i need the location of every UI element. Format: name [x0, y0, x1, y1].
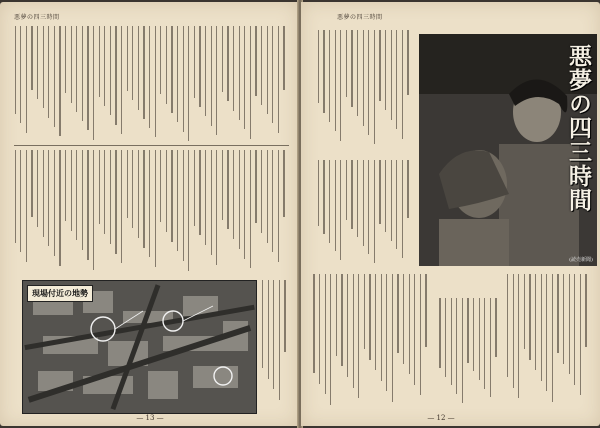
text-line — [250, 26, 251, 139]
text-line — [188, 150, 189, 271]
text-line — [524, 274, 525, 349]
text-line — [93, 150, 94, 270]
text-line — [76, 26, 77, 112]
text-line — [59, 150, 60, 266]
text-line — [451, 298, 452, 385]
text-line — [255, 150, 256, 223]
text-line — [323, 160, 324, 234]
text-line — [99, 26, 100, 97]
text-line — [261, 26, 262, 105]
page-number-left: — 13 — — [136, 414, 164, 422]
text-line — [456, 298, 457, 394]
text-line — [31, 26, 32, 90]
photo-credit: (読売新聞) — [569, 257, 593, 263]
running-head-left: 悪夢の四三時間 — [14, 14, 60, 21]
text-line — [374, 30, 375, 144]
text-line — [385, 160, 386, 232]
text-line — [346, 30, 347, 97]
text-line — [87, 150, 88, 260]
text-line — [43, 150, 44, 237]
text-line — [48, 26, 49, 118]
column-divider — [14, 145, 289, 146]
text-line — [490, 298, 491, 397]
text-line — [392, 274, 393, 402]
text-line — [574, 274, 575, 385]
text-line — [250, 150, 251, 268]
text-line — [121, 26, 122, 134]
text-line — [319, 274, 320, 384]
text-line — [467, 298, 468, 363]
text-line — [278, 26, 279, 133]
text-line — [20, 26, 21, 123]
text-line — [340, 160, 341, 260]
text-line — [329, 160, 330, 243]
text-line — [495, 298, 496, 357]
text-line — [335, 160, 336, 251]
text-line — [379, 30, 380, 101]
text-line — [385, 30, 386, 110]
text-line — [462, 298, 463, 403]
text-line — [194, 150, 195, 226]
text-line — [396, 160, 397, 249]
text-line — [340, 30, 341, 141]
text-line — [71, 26, 72, 103]
text-line — [374, 160, 375, 263]
text-line — [473, 298, 474, 371]
text-line — [541, 274, 542, 381]
text-line — [244, 26, 245, 129]
text-line — [188, 26, 189, 141]
text-line — [205, 150, 206, 245]
text-line — [507, 274, 508, 377]
text-line — [391, 30, 392, 120]
text-line — [71, 150, 72, 231]
text-line — [138, 26, 139, 110]
text-line — [65, 150, 66, 221]
text-line — [205, 26, 206, 116]
text-line — [222, 26, 223, 92]
text-line — [379, 160, 380, 224]
text-line — [239, 26, 240, 120]
text-line — [155, 150, 156, 267]
text-line — [580, 274, 581, 395]
text-line — [397, 274, 398, 353]
text-line — [403, 274, 404, 364]
text-line — [48, 150, 49, 246]
text-line — [183, 26, 184, 132]
text-line — [194, 26, 195, 98]
text-line — [396, 30, 397, 129]
text-line — [445, 298, 446, 377]
text-line — [318, 30, 319, 103]
text-line — [368, 30, 369, 135]
left-page — [0, 2, 298, 426]
text-line — [569, 274, 570, 374]
text-line — [104, 150, 105, 234]
text-line — [26, 150, 27, 262]
text-column-bottom-right — [507, 274, 591, 406]
text-line — [199, 150, 200, 235]
text-line — [26, 26, 27, 133]
text-line — [222, 150, 223, 220]
text-column-mid-left — [313, 160, 413, 266]
text-line — [82, 150, 83, 250]
text-line — [325, 274, 326, 394]
text-line — [76, 150, 77, 240]
map-caption: 現場付近の地勢 — [27, 285, 93, 302]
text-line — [227, 150, 228, 229]
text-line — [363, 160, 364, 246]
text-line — [160, 26, 161, 94]
text-line — [358, 274, 359, 398]
text-line — [59, 26, 60, 136]
text-column-lower — [260, 280, 290, 410]
text-line — [335, 30, 336, 131]
text-line — [283, 26, 284, 90]
text-line — [233, 26, 234, 111]
text-line — [54, 150, 55, 256]
text-line — [557, 274, 558, 353]
text-line — [149, 150, 150, 257]
text-line — [313, 274, 314, 373]
text-line — [216, 26, 217, 135]
text-line — [239, 150, 240, 249]
text-column-top-left — [313, 30, 413, 148]
text-line — [166, 26, 167, 104]
text-line — [87, 26, 88, 130]
text-line — [425, 274, 426, 347]
text-line — [353, 274, 354, 388]
text-line — [484, 298, 485, 389]
text-line — [391, 160, 392, 241]
text-line — [369, 274, 370, 360]
text-line — [386, 274, 387, 391]
title-photo — [419, 34, 597, 266]
text-line — [563, 274, 564, 364]
text-line — [155, 26, 156, 137]
text-line — [121, 150, 122, 263]
text-line — [54, 26, 55, 127]
text-line — [535, 274, 536, 370]
text-line — [357, 160, 358, 237]
text-line — [546, 274, 547, 391]
text-line — [357, 30, 358, 116]
text-line — [37, 150, 38, 227]
text-line — [439, 298, 440, 368]
right-page — [301, 2, 600, 426]
text-line — [513, 274, 514, 388]
text-line — [127, 26, 128, 91]
text-line — [283, 150, 284, 217]
text-line — [479, 298, 480, 380]
text-column-middle — [14, 150, 289, 272]
text-line — [330, 274, 331, 405]
text-line — [363, 30, 364, 126]
text-line — [351, 160, 352, 229]
text-line — [183, 150, 184, 261]
text-line — [268, 280, 269, 379]
text-column-bottom-left — [313, 274, 431, 406]
text-line — [177, 26, 178, 122]
text-line — [402, 30, 403, 139]
text-line — [37, 26, 38, 99]
text-line — [407, 160, 408, 218]
text-line — [110, 150, 111, 244]
text-line — [341, 274, 342, 366]
text-line — [518, 274, 519, 398]
text-line — [318, 160, 319, 226]
text-line — [132, 26, 133, 100]
text-line — [552, 274, 553, 402]
text-line — [278, 150, 279, 262]
text-line — [368, 160, 369, 254]
running-head-right: 悪夢の四三時間 — [337, 14, 383, 21]
text-line — [284, 280, 285, 352]
text-line — [420, 274, 421, 395]
text-line — [585, 274, 586, 347]
text-line — [115, 150, 116, 254]
text-line — [347, 274, 348, 377]
text-line — [93, 26, 94, 140]
text-line — [323, 30, 324, 113]
text-line — [31, 150, 32, 217]
text-line — [261, 150, 262, 233]
text-line — [160, 150, 161, 222]
text-column-upper — [14, 26, 289, 142]
text-line — [267, 26, 268, 114]
text-line — [407, 30, 408, 95]
text-line — [529, 274, 530, 360]
text-line — [104, 26, 105, 106]
text-line — [216, 150, 217, 265]
text-line — [272, 26, 273, 123]
text-line — [346, 160, 347, 220]
text-line — [199, 26, 200, 107]
text-line — [43, 26, 44, 108]
text-line — [375, 274, 376, 370]
text-line — [336, 274, 337, 356]
text-line — [171, 26, 172, 113]
text-line — [262, 280, 263, 368]
text-line — [171, 150, 172, 242]
text-line — [409, 274, 410, 374]
text-line — [15, 150, 16, 243]
text-line — [143, 26, 144, 119]
text-line — [149, 26, 150, 128]
text-line — [15, 26, 16, 114]
text-line — [381, 274, 382, 381]
text-line — [351, 30, 352, 107]
text-line — [82, 26, 83, 121]
text-line — [233, 150, 234, 239]
aerial-map-photo — [22, 280, 257, 414]
text-line — [132, 150, 133, 228]
text-line — [329, 30, 330, 122]
text-line — [65, 26, 66, 93]
text-line — [402, 160, 403, 258]
text-column-bottom-middle — [439, 298, 501, 406]
text-line — [211, 150, 212, 255]
text-line — [110, 26, 111, 115]
text-line — [99, 150, 100, 224]
text-line — [166, 150, 167, 232]
text-line — [115, 26, 116, 125]
article-headline: 悪夢の四三時間 — [565, 44, 592, 212]
text-line — [267, 150, 268, 243]
text-line — [143, 150, 144, 248]
text-line — [414, 274, 415, 385]
text-line — [364, 274, 365, 349]
text-line — [227, 26, 228, 101]
text-line — [177, 150, 178, 251]
text-line — [255, 26, 256, 96]
text-line — [244, 150, 245, 259]
text-line — [273, 280, 274, 389]
text-line — [272, 150, 273, 252]
text-line — [20, 150, 21, 252]
text-line — [211, 26, 212, 126]
page-number-right: — 12 — — [427, 414, 455, 422]
text-line — [127, 150, 128, 218]
text-line — [279, 280, 280, 400]
text-line — [138, 150, 139, 238]
